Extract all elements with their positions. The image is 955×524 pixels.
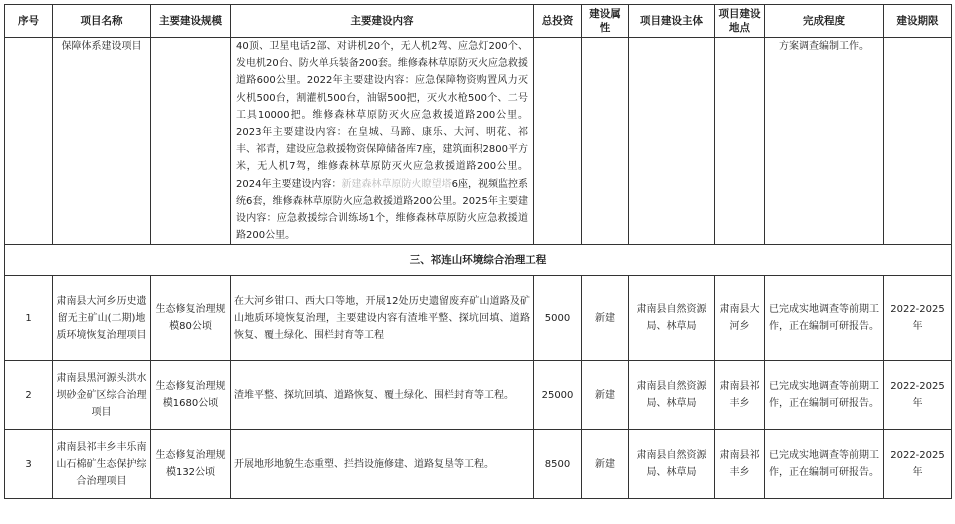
row-progress: 已完成实地调查等前期工作，正在编制可研报告。 bbox=[765, 276, 884, 361]
row-subject: 肃南县自然资源局、林草局 bbox=[629, 430, 715, 499]
row-scale: 生态修复治理规模1680公顷 bbox=[151, 361, 231, 430]
row-content: 在大河乡钳口、西大口等地，开展12处历史遗留废弃矿山道路及矿山地质环境恢复治理，主要建设内容有渣堆平整、探坑回填、道路恢复、覆土绿化、围栏封育等工程 bbox=[231, 276, 534, 361]
header-scale: 主要建设规模 bbox=[151, 5, 231, 38]
header-nature: 建设属性 bbox=[582, 5, 629, 38]
row-subject: 肃南县自然资源局、林草局 bbox=[629, 361, 715, 430]
continuation-name: 保障体系建设项目 bbox=[53, 38, 151, 245]
header-invest: 总投资 bbox=[534, 5, 582, 38]
continuation-seq bbox=[5, 38, 53, 245]
continuation-progress: 方案调查编制工作。 bbox=[765, 38, 884, 245]
table-row bbox=[5, 361, 952, 430]
header-content: 主要建设内容 bbox=[231, 5, 534, 38]
row-invest: 5000 bbox=[534, 276, 582, 361]
header-location: 项目建设地点 bbox=[715, 5, 765, 38]
row-content: 渣堆平整、探坑回填、道路恢复、覆土绿化、围栏封育等工程。 bbox=[231, 361, 534, 430]
header-progress: 完成程度 bbox=[765, 5, 884, 38]
continuation-location bbox=[715, 38, 765, 245]
project-table bbox=[4, 4, 952, 499]
row-period: 2022-2025年 bbox=[884, 361, 952, 430]
continuation-content bbox=[231, 38, 534, 245]
row-name: 肃南县祁丰乡丰乐南山石棉矿生态保护综合治理项目 bbox=[53, 430, 151, 499]
table-row bbox=[5, 276, 952, 361]
row-progress: 已完成实地调查等前期工作，正在编制可研报告。 bbox=[765, 361, 884, 430]
continuation-subject bbox=[629, 38, 715, 245]
continuation-scale bbox=[151, 38, 231, 245]
header-row bbox=[5, 5, 952, 38]
row-nature: 新建 bbox=[582, 361, 629, 430]
section-title: 三、祁连山环境综合治理工程 bbox=[5, 245, 952, 276]
header-name: 项目名称 bbox=[53, 5, 151, 38]
continuation-row bbox=[5, 38, 952, 245]
row-seq: 3 bbox=[5, 430, 53, 499]
row-period: 2022-2025年 bbox=[884, 276, 952, 361]
continuation-content-part1: 40顶、卫星电话2部、对讲机20个，无人机2驾、应急灯200个、发电机20台、防火单兵装备200套。维修森林草原防灭火应急救援道路600公里。2022年主要建设内容：应急保障物资购置风力灭火机500台，割灌机500台，油锯500把，灭火水枪500个、二号工具10000把。维修森林草原防灭火应急救援道路200公里。2023年主要建设内容：在皇城、马蹄、康乐、大河、明花、祁丰、祁青，建设应急救援物资保障储备库7座，建筑面积2800平方米，无人机7驾，维修森林草原防灭火应急救援道路200公里。2024年主要建设内容： bbox=[236, 41, 528, 190]
header-seq: 序号 bbox=[5, 5, 53, 38]
row-seq: 2 bbox=[5, 361, 53, 430]
row-scale: 生态修复治理规模132公顷 bbox=[151, 430, 231, 499]
row-name: 肃南县黑河源头洪水坝砂金矿区综合治理项目 bbox=[53, 361, 151, 430]
continuation-content-faded: 新建森林草原防火瞭望塔 bbox=[341, 178, 452, 190]
table-row bbox=[5, 430, 952, 499]
row-nature: 新建 bbox=[582, 276, 629, 361]
row-subject: 肃南县自然资源局、林草局 bbox=[629, 276, 715, 361]
row-location: 肃南县祁丰乡 bbox=[715, 361, 765, 430]
row-scale: 生态修复治理规模80公顷 bbox=[151, 276, 231, 361]
row-seq: 1 bbox=[5, 276, 53, 361]
row-nature: 新建 bbox=[582, 430, 629, 499]
header-period: 建设期限 bbox=[884, 5, 952, 38]
row-period: 2022-2025年 bbox=[884, 430, 952, 499]
continuation-invest bbox=[534, 38, 582, 245]
section-row bbox=[5, 245, 952, 276]
row-location: 肃南县祁丰乡 bbox=[715, 430, 765, 499]
row-content: 开展地形地貌生态重塑、拦挡设施修建、道路复垦等工程。 bbox=[231, 430, 534, 499]
row-invest: 8500 bbox=[534, 430, 582, 499]
continuation-period bbox=[884, 38, 952, 245]
row-location: 肃南县大河乡 bbox=[715, 276, 765, 361]
row-progress: 已完成实地调查等前期工作，正在编制可研报告。 bbox=[765, 430, 884, 499]
header-subject: 项目建设主体 bbox=[629, 5, 715, 38]
continuation-nature bbox=[582, 38, 629, 245]
row-name: 肃南县大河乡历史遗留无主矿山(二期)地质环境恢复治理项目 bbox=[53, 276, 151, 361]
row-invest: 25000 bbox=[534, 361, 582, 430]
continuation-content-part2: 6座，视频监控系统6套，维修森林草原防火应急救援道路200公里。2025年主要建设内容：应急救援综合训练场1个，维修森林草原防火应急救援道路200公里。 bbox=[236, 178, 529, 242]
